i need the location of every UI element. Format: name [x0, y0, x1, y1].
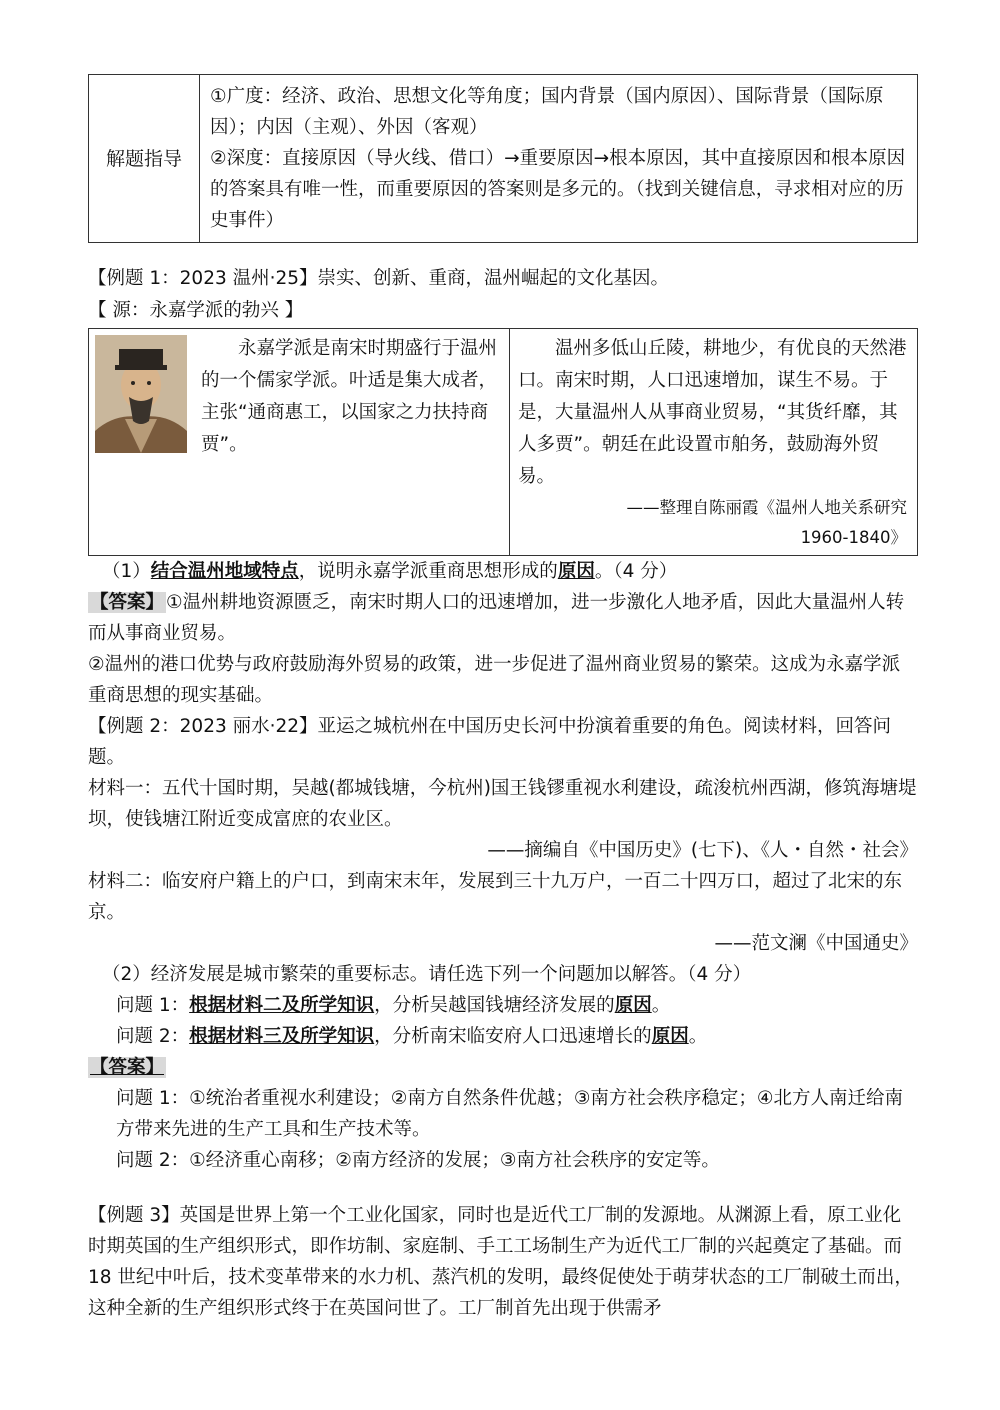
- document-page: [88, 74, 918, 1324]
- material-right-cite-2: 1960-1840》: [800, 528, 907, 547]
- answer-1-line-1: 【答案】 ①温州耕地资源匮乏，南宋时期人口的迅速增加，进一步激化人地矛盾，因此大量温州人转而从事商业贸易。: [88, 592, 905, 644]
- material-right-text: 温州多低山丘陵，耕地少，有优良的天然港口。南宋时期，人口迅速增加，谋生不易。于是，大量温州人从事商业贸易，“其货纤靡，其人多贾”。朝廷在此设置市舶务，鼓励海外贸易。: [518, 338, 907, 487]
- answer-tag: 【答案】: [90, 1057, 165, 1078]
- answer-2-problem-1: 问题 1：①统治者重视水利建设；②南方自然条件优越；③南方社会秩序稳定；④北方人南迁给南方带来先进的生产工具和生产技术等。: [116, 1088, 903, 1140]
- example2-header: 【例题 2：2023 丽水·22】亚运之城杭州在中国历史长河中扮演着重要的角色。阅读材料，回答问题。: [88, 716, 892, 768]
- ye-shi-portrait: [95, 335, 187, 453]
- material-left-cell: [89, 329, 510, 556]
- guide-breadth: ①广度：经济、政治、思想文化等角度；国内背景（国内原因）、国际背景（国际原因）；内因（主观）、外因（客观）: [210, 86, 884, 138]
- guide-content: [200, 75, 918, 243]
- example1-source: 【 源：永嘉学派的勃兴 】: [88, 300, 304, 321]
- question-2: （2）经济发展是城市繁荣的重要标志。请任选下列一个问题加以解答。（4 分）: [102, 964, 752, 985]
- material-left-text: 永嘉学派是南宋时期盛行于温州的一个儒家学派。叶适是集大成者，主张“通商惠工，以国家之力扶持商贾”。: [201, 338, 498, 455]
- question-1: （1）结合温州地域特点，说明永嘉学派重商思想形成的原因。（4 分）: [102, 561, 678, 582]
- spacer: [88, 1176, 918, 1200]
- problem-2: 问题 2：根据材料三及所学知识，分析南宋临安府人口迅速增长的原因。: [116, 1026, 708, 1047]
- answer-2-problem-2: 问题 2：①经济重心南移；②南方经济的发展；③南方社会秩序的安定等。: [116, 1150, 720, 1171]
- example3-text: 【例题 3】英国是世界上第一个工业化国家，同时也是近代工厂制的发源地。从渊源上看，原工业化时期英国的生产组织形式，即作坊制、家庭制、手工工场制生产为近代工厂制的兴起奠定了基础。而 18 世纪中叶后，技术变革带来的水力机、蒸汽机的发明，最终促使处于萌芽状态的工厂制破土而出，这种全新的生产组织形式终于在英国问世了。工厂制首先出现于供需矛: [88, 1205, 913, 1319]
- answer-1-line-2: ②温州的港口优势与政府鼓励海外贸易的政策，进一步促进了温州商业贸易的繁荣。这成为永嘉学派重商思想的现实基础。: [88, 654, 901, 706]
- guide-label: 解题指导: [89, 75, 200, 243]
- material-1: 材料一：五代十国时期，吴越(都城钱塘，今杭州)国王钱镠重视水利建设，疏浚杭州西湖，修筑海塘堤坝，使钱塘江附近变成富庶的农业区。: [88, 778, 917, 830]
- guide-depth: ②深度：直接原因（导火线、借口）→重要原因→根本原因，其中直接原因和根本原因的答案具有唯一性，而重要原因的答案则是多元的。（找到关键信息，寻求相对应的历史事件）: [210, 148, 906, 231]
- material-table: [88, 328, 918, 556]
- material-1-cite: ——摘编自《中国历史》(七下)、《人・自然・社会》: [487, 840, 918, 861]
- material-2: 材料二：临安府户籍上的户口，到南宋末年，发展到三十九万户，一百二十四万口，超过了北宋的东京。: [88, 871, 903, 923]
- material-2-cite: ——范文澜《中国通史》: [714, 933, 918, 954]
- example1-header: 【例题 1：2023 温州·25】崇实、创新、重商，温州崛起的文化基因。: [88, 268, 670, 289]
- material-right-cell: [510, 329, 918, 556]
- material-right-cite-1: ——整理自陈丽霞《温州人地关系研究: [626, 498, 907, 517]
- answer-tag: 【答案】: [90, 592, 165, 613]
- answer-2-tag-line: [88, 1052, 918, 1083]
- guide-table: [88, 74, 918, 243]
- problem-1: 问题 1：根据材料二及所学知识，分析吴越国钱塘经济发展的原因。: [116, 995, 671, 1016]
